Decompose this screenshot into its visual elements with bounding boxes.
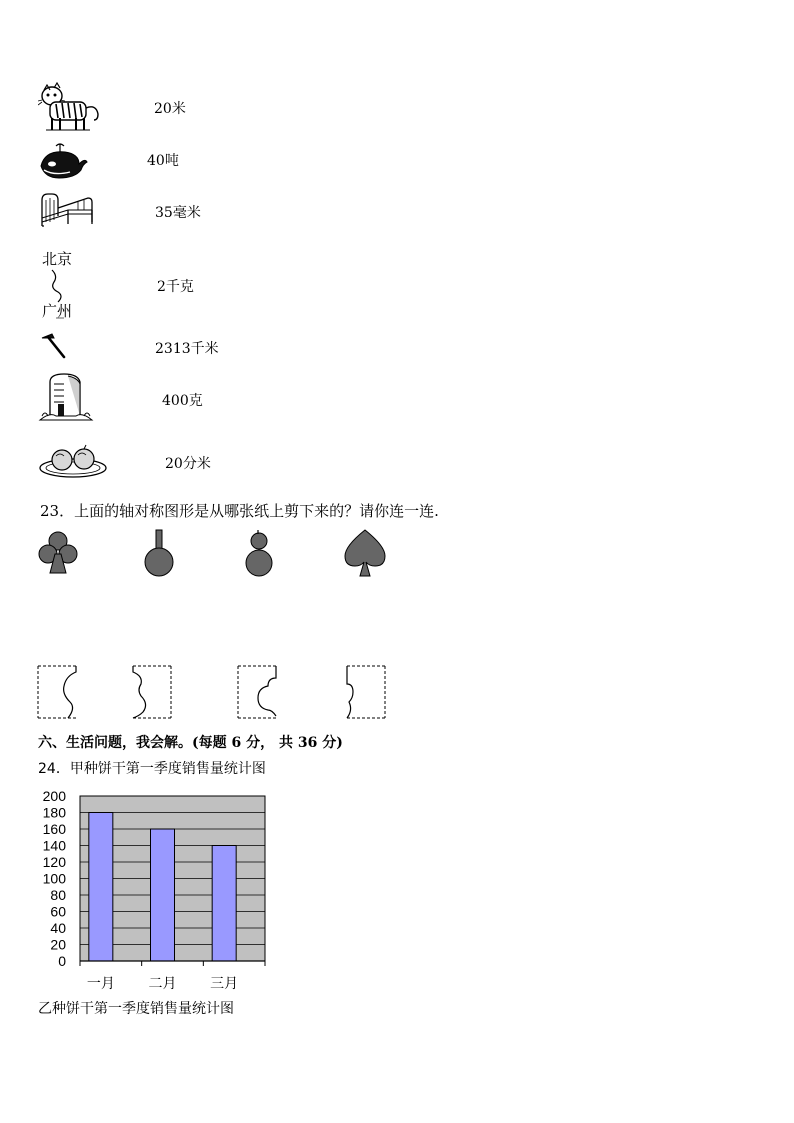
value-label-2: 40吨 [147, 153, 179, 169]
bar-chart [30, 785, 280, 995]
whale-icon [38, 140, 88, 180]
x-tick-label: 三月 [210, 976, 239, 992]
y-tick-label: 100 [42, 870, 66, 887]
ladle-shape-icon [140, 528, 178, 578]
spade-shape-icon [342, 528, 388, 578]
paper-cut-c-icon[interactable] [236, 664, 278, 720]
value-label-7: 20分米 [165, 456, 211, 472]
club-shape-icon [38, 530, 78, 576]
y-tick-label: 60 [50, 903, 66, 920]
question-23-text: 23．上面的轴对称图形是从哪张纸上剪下来的？请你连一连. [40, 502, 439, 520]
paper-cut-d-icon[interactable] [345, 664, 387, 720]
bar-chart-svg [30, 785, 280, 995]
y-tick-label: 160 [42, 821, 66, 837]
bar-3 [212, 846, 236, 962]
y-tick-label: 40 [50, 920, 66, 936]
value-label-3: 35毫米 [155, 205, 201, 221]
value-label-6: 400克 [162, 393, 203, 409]
y-tick-label: 80 [50, 887, 66, 903]
question-24-title: 24．甲种饼干第一季度销售量统计图 [38, 761, 266, 777]
fruit-plate-icon [38, 440, 108, 480]
paper-cut-a-icon[interactable] [36, 664, 78, 720]
building-icon [38, 370, 94, 424]
bed-icon [38, 186, 94, 232]
bar-1 [89, 813, 113, 962]
paper-cut-b-icon[interactable] [131, 664, 173, 720]
tiger-icon [38, 82, 102, 134]
gourd-shape-icon [243, 528, 275, 578]
y-tick-label: 20 [50, 936, 66, 953]
nail-icon [40, 332, 68, 360]
map-route-icon [40, 248, 80, 322]
second-chart-title: 乙种饼干第一季度销售量统计图 [38, 1001, 234, 1017]
y-tick-label: 180 [42, 804, 66, 821]
map-label-guangzhou: 广州 [42, 302, 73, 320]
section-6-heading: 六、生活问题，我会解。(每题 6 分， 共 36 分) [38, 735, 343, 751]
y-tick-label: 140 [42, 837, 66, 854]
map-label-beijing: 北京 [42, 250, 73, 268]
y-tick-label: 120 [42, 854, 66, 870]
value-label-5: 2313千米 [155, 341, 219, 357]
bar-2 [151, 829, 175, 961]
x-tick-label: 二月 [148, 976, 177, 992]
value-label-1: 20米 [154, 101, 186, 117]
x-tick-label: 一月 [86, 976, 115, 992]
value-label-4: 2千克 [157, 279, 194, 295]
y-tick-label: 0 [58, 953, 66, 969]
y-tick-label: 200 [42, 788, 66, 804]
